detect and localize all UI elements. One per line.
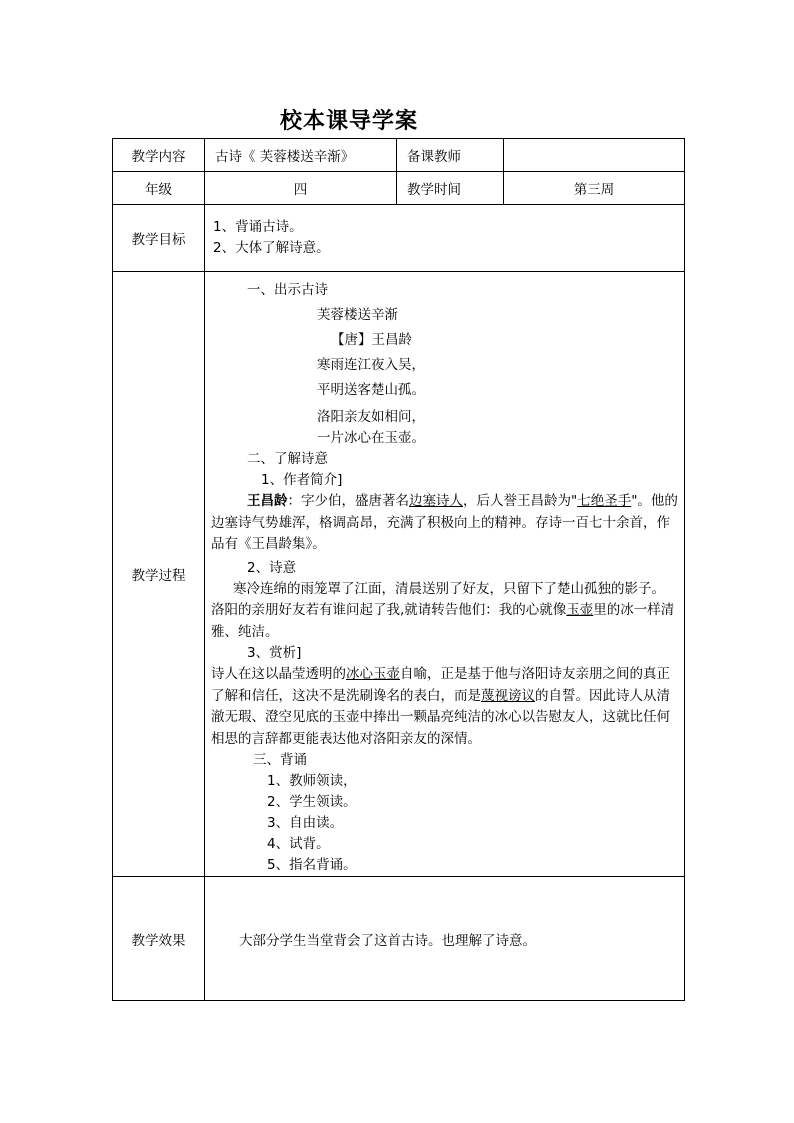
link-text: 蔑视谤议	[481, 687, 535, 704]
section-heading: 一、出示古诗	[247, 282, 328, 298]
poem-line: 平明送客楚山孤。	[317, 382, 425, 398]
recite-step: 3、自由读。	[267, 815, 344, 831]
row-content	[113, 139, 685, 172]
recite-step: 2、学生领读。	[267, 794, 357, 810]
content-label: 教学内容	[113, 139, 205, 172]
section-heading: 二、了解诗意	[247, 451, 328, 467]
row-process	[113, 272, 685, 877]
effect-label: 教学效果	[113, 877, 205, 1001]
subsection-heading: 3、赏析]	[247, 645, 302, 661]
subsection-heading: 1、作者简介]	[261, 472, 343, 488]
poem-line: 一片冰心在玉壶。	[317, 430, 425, 446]
link-text: 七绝圣手	[577, 493, 632, 509]
goals-cell	[205, 205, 685, 272]
grade-label: 年级	[113, 172, 205, 205]
poem-analysis: 诗人在这以晶莹透明的冰心玉壶自喻，正是基于他与洛阳诗友亲朋之间的真正了解和信任，这决不是洗刷谗名的表白，而是蔑视谤议的自誓。因此诗人从清澈无瑕、澄空见底的玉壶中捧出一颗晶亮纯洁的冰心以告慰友人，这就比任何相思的言辞都更能表达他对洛阳亲友的深情。	[211, 666, 670, 747]
time-label: 教学时间	[397, 172, 504, 205]
goal-item: 2、大体了解诗意。	[213, 240, 330, 256]
time-value: 第三周	[504, 172, 685, 205]
subsection-heading: 2、诗意	[247, 559, 297, 576]
poem-meaning: 寒冷连绵的雨笼罩了江面，清晨送别了好友，只留下了楚山孤独的影子。洛阳的亲朋好友若有谁问起了我,就请转告他们：我的心就像玉壶里的冰一样清雅、纯洁。	[211, 580, 675, 640]
grade-value: 四	[205, 172, 397, 205]
content-value: 古诗《 芙蓉楼送辛渐》	[205, 139, 397, 172]
link-text: 冰心玉壶	[346, 666, 400, 682]
teacher-value	[504, 139, 685, 172]
author-bio: 王昌龄：字少伯，盛唐著名边塞诗人，后人誉王昌龄为"七绝圣手"。他的边塞诗气势雄浑，格调高昂，充满了积极向上的精神。存诗一百七十余首，作品有《王昌龄集》。	[211, 493, 678, 552]
poem-line: 寒雨连江夜入吴，	[317, 357, 425, 373]
lesson-plan-table	[112, 138, 685, 1001]
recite-step: 4、试背。	[267, 836, 330, 852]
poem-title: 芙蓉楼送辛渐	[317, 307, 398, 323]
author-name: 王昌龄	[247, 493, 288, 509]
teacher-label: 备课教师	[397, 139, 504, 172]
section-heading: 三、背诵	[253, 752, 307, 768]
process-cell	[205, 272, 685, 877]
poem-author: 【唐】王昌龄	[331, 332, 412, 348]
row-effect	[113, 877, 685, 1001]
recite-step: 1、教师领读，	[267, 773, 357, 789]
goal-item: 1、背诵古诗。	[213, 219, 303, 235]
row-grade	[113, 172, 685, 205]
poem-line: 洛阳亲友如相问，	[317, 409, 425, 425]
goals-label: 教学目标	[113, 205, 205, 272]
row-goals	[113, 205, 685, 272]
link-text: 边塞诗人	[409, 493, 463, 509]
recite-step: 5、指名背诵。	[267, 857, 357, 873]
page-title: 校本课导学案	[279, 109, 418, 134]
effect-text: 大部分学生当堂背会了这首古诗。也理解了诗意。	[205, 877, 685, 1001]
process-label: 教学过程	[113, 272, 205, 877]
link-text: 玉壶	[566, 602, 594, 618]
